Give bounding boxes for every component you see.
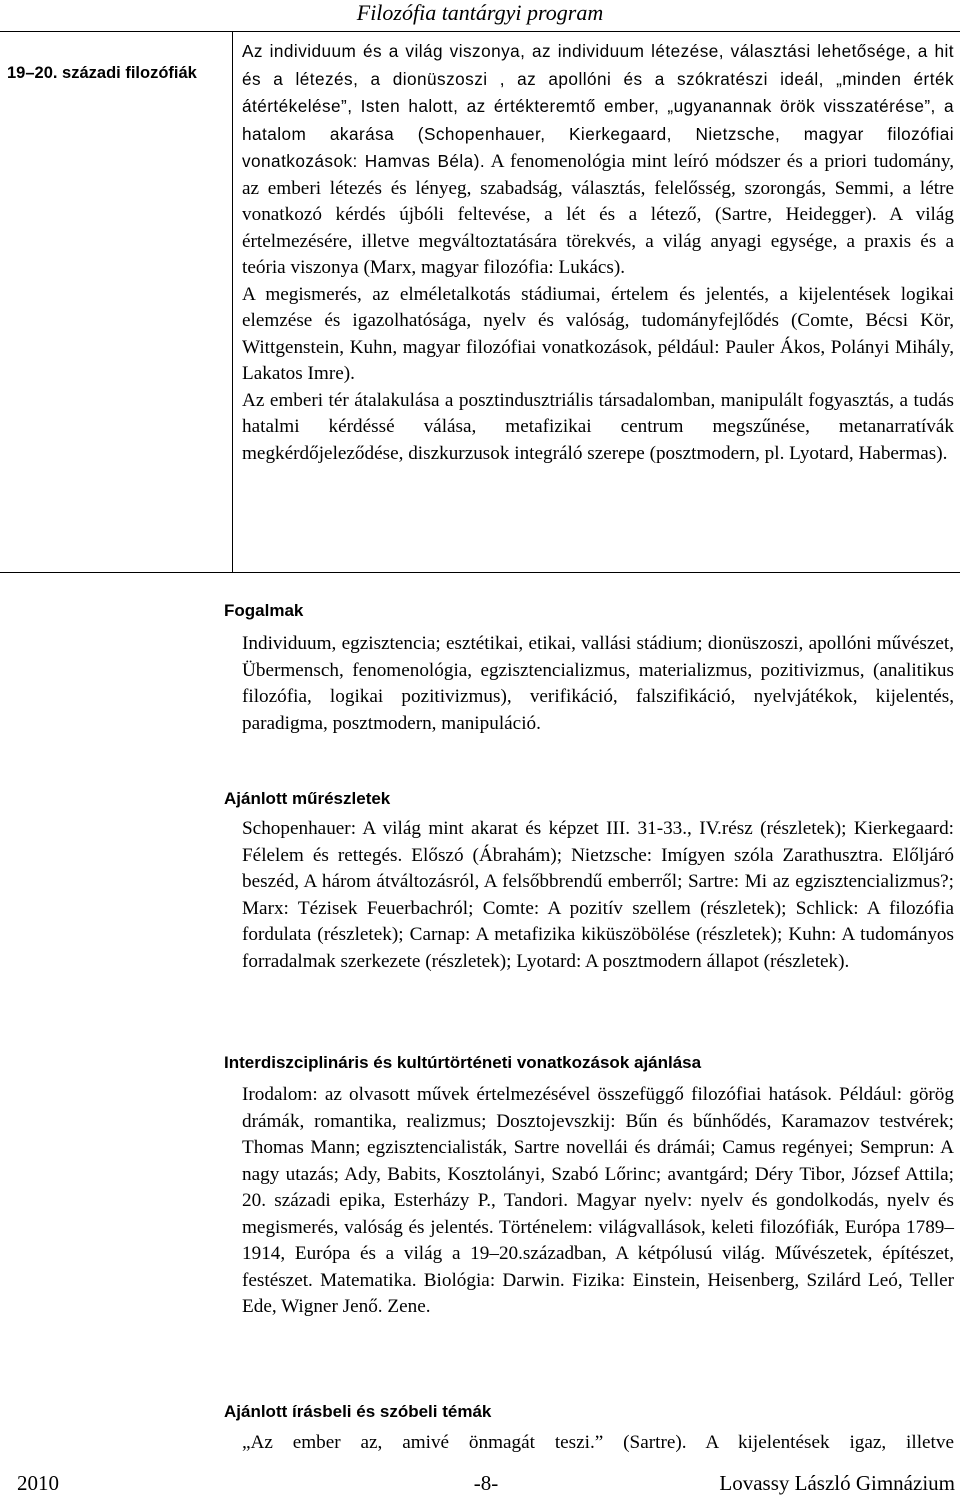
paragraph-individuum: [242, 38, 954, 282]
paragraph-megismeres: A megismerés, az elméletalkotás stádiumai, értelem és jelentés, a kijelentések logikai elemzése és igazolhatósága, nyelv és valóság, tudományfejlődés (Comte, Bécsi Kör, Wittgenstein, Kuhn, magyar filozófiai vonatkozások, például: Pauler Ákos, Polányi Mihály, Lakatos Imre).: [242, 283, 954, 384]
temak-heading: Ajánlott írásbeli és szóbeli témák: [224, 1402, 492, 1421]
table-column-divider: [232, 31, 233, 572]
interdiszciplinaris-section: [242, 1082, 954, 1321]
table-top-border: [0, 31, 960, 32]
temak-body: „Az ember az, amivé önmagát teszi.” (Sartre). A kijelentések igaz, illetve: [242, 1432, 954, 1453]
footer-school-name: Lovassy László Gimnázium: [719, 1471, 955, 1495]
period-label: 19–20. századi filozófiák: [7, 64, 197, 82]
fogalmak-heading: Fogalmak: [224, 601, 304, 620]
table-bottom-border: [0, 572, 960, 573]
muresz-heading: Ajánlott műrészletek: [224, 789, 391, 808]
paragraph-posztmodern: Az emberi tér átalakulása a posztindusztriális társadalomban, manipulált fogyasztás, a tudás hatalmi kérdéssé válása, metafizikai centrum megszűnése, metanarratívák megkérdőjeleződése, diszkurzusok integráló szerepe (posztmodern, pl. Lyotard, Habermas).: [242, 389, 954, 464]
main-content: [242, 38, 954, 467]
muresz-body: Schopenhauer: A világ mint akarat és képzet III. 31-33., IV.rész (részletek); Kierkegaard: Félelem és rettegés. Előszó (Ábrahám); Nietzsche: Imígyen szóla Zarathusztra. Előljáró beszéd, A három átváltozásról, A felsőbbrendű emberről; Sartre: Mi az egzisztencializmus?; Marx: Tézisek Feuerbachról; Comte: A pozitív szellem (részletek); Schlick: A filozófia fordulata (részletek); Carnap: A metafizika kiküszöbölése (részletek); Kuhn: A tudományos forradalmak szerkezete (részletek); Lyotard: A posztmodern állapot (részletek).: [242, 818, 954, 972]
footer-page-number: -8-: [473, 1471, 499, 1495]
paragraph-fenomenologia: A fenomenológia mint leíró módszer és a priori tudomány, az emberi létezés és lényeg, szabadság, választás, felelősség, szorongás, Semmi, a létre vonatkozó kérdés újbóli feltevése, a lét és a létező, (Sartre, Heidegger). A világ értelmezésére, illetve megváltoztatására törekvés, a világ anyagi egysége, a praxis és a teória viszonya (Marx, magyar filozófia: Lukács).: [242, 151, 954, 278]
fogalmak-section: [242, 631, 954, 737]
interdiszciplinaris-body: Irodalom: az olvasott művek értelmezésével összefüggő filozófiai hatások. Például: görög drámák, romantika, realizmus; Dosztojevszkij: Bűn és bűnhődés, Karamazov testvérek; Thomas Mann; egzisztencialisták, Sartre novellái és drámái; Camus regényei; Semprun: A nagy utazás; Ady, Babits, Kosztolányi, Szabó Lőrinc; avantgárd; Déry Tibor, József Attila; 20. századi epika, Esterházy P., Tandori. Magyar nyelv: nyelv és gondolkodás, nyelv és megismerés, valóság és jelentés. Történelem: világvallások, keleti filozófiák, Európa 1789–1914, Európa és a világ a 19–20.században, A kétpólusú világ. Művészetek, építészet, festészet. Matematika. Biológia: Darwin. Fizika: Einstein, Heisenberg, Szilárd Leó, Teller Ede, Wigner Jenő. Zene.: [242, 1084, 954, 1317]
footer-year: 2010: [17, 1471, 59, 1495]
muresz-section: [242, 816, 954, 975]
fogalmak-body: Individuum, egzisztencia; esztétikai, etikai, vallási stádium; dionüszoszi, apollóni művészet, Übermensch, fenomenológia, egzisztencializmus, materializmus, pozitivizmus, (analitikus filozófia, logikai pozitivizmus), verifikáció, falszifikáció, nyelvjátékok, kijelentés, paradigma, posztmodern, manipuláció.: [242, 633, 954, 734]
paragraph-individuum-sans: Az individuum és a világ viszonya, az individuum létezése, választási lehetősége, a hit és a létezés, a dionüszoszi , az apollóni és a szókratészi ideál, „minden érték átértékelése”, Isten halott, az értékteremtő ember, „ugyanannak örök visszatérése”, a hatalom akarása (Schopenhauer, Kierkegaard, Nietzsche, magyar filozófiai vonatkozások: Hamvas Béla).: [242, 41, 954, 171]
header-title: Filozófia tantárgyi program: [356, 0, 604, 25]
page-header: [0, 0, 960, 30]
temak-section: [242, 1430, 954, 1457]
page-footer: [17, 1470, 955, 1496]
interdiszciplinaris-heading: Interdiszciplináris és kultúrtörténeti vonatkozások ajánlása: [224, 1053, 702, 1072]
